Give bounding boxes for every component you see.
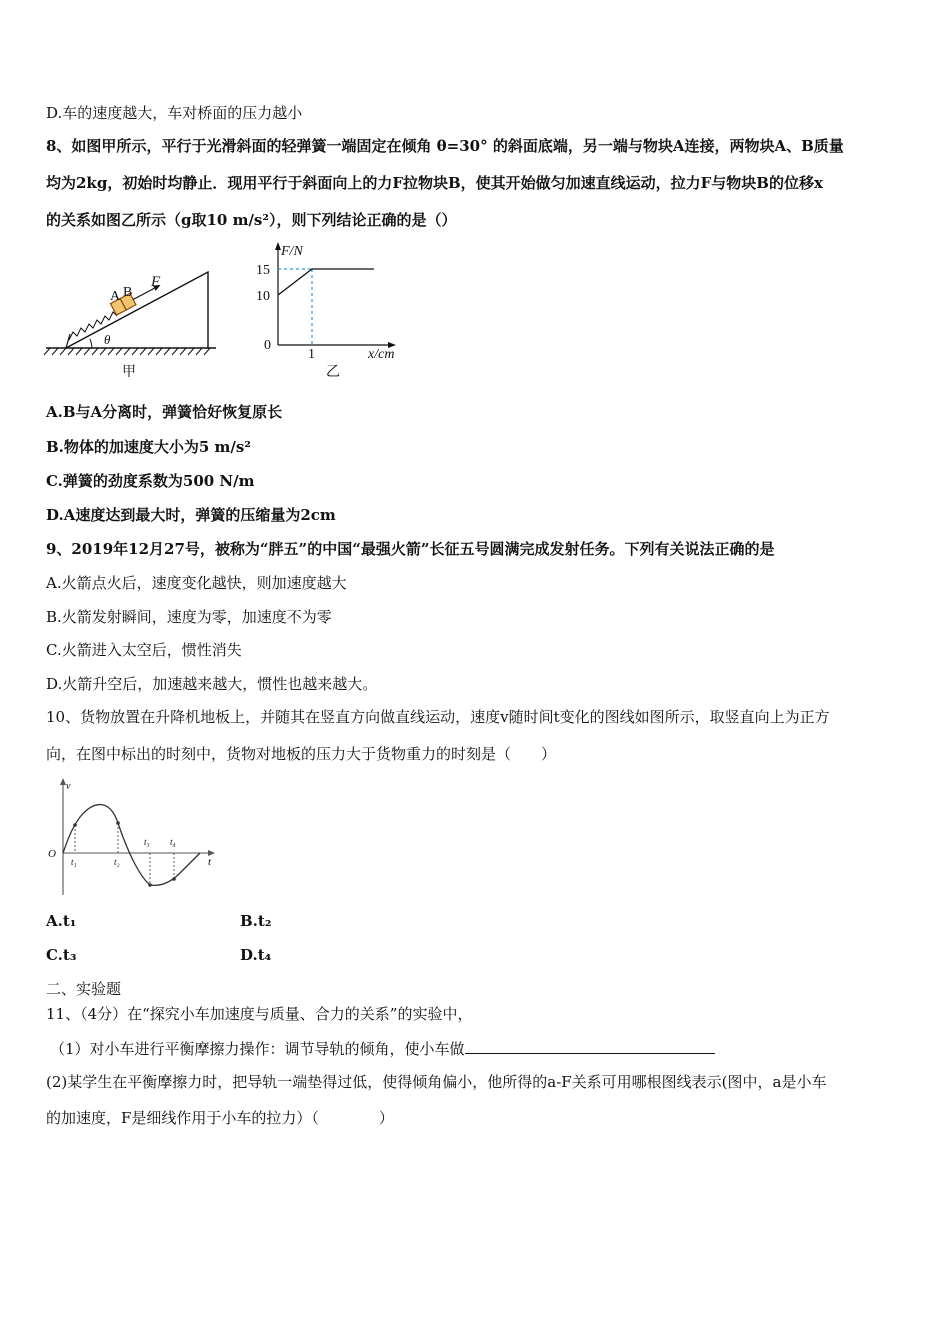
- q8-option-c: C.弹簧的劲度系数为500 N/m: [46, 472, 255, 490]
- figure-yi-f-x-graph: [250, 240, 420, 380]
- point-t4: [172, 877, 176, 881]
- q8-option-d: D.A速度达到最大时，弹簧的压缩量为2cm: [46, 506, 336, 524]
- option-d-q7: D.车的速度越大，车对桥面的压力越小: [46, 104, 303, 122]
- figure-jia-incline: [44, 262, 224, 382]
- section-heading-experiment: 二、实验题: [46, 980, 122, 998]
- q8-stem-line3: 的关系如图乙所示（g取10 m/s²），则下列结论正确的是（）: [46, 211, 457, 229]
- y-tick-10: 10: [256, 289, 270, 304]
- ground-hatch: [44, 348, 210, 355]
- q11-part1-text: （1）对小车进行平衡摩擦力操作：调节导轨的倾角，使小车做: [50, 1040, 465, 1058]
- q10-option-b: B.t₂: [240, 912, 272, 930]
- q11-stem: 11、（4分）在“探究小车加速度与质量、合力的关系”的实验中，: [46, 1005, 473, 1023]
- q10-option-d: D.t₄: [240, 946, 272, 964]
- label-b: B: [123, 285, 133, 300]
- t3-label: t₃: [144, 837, 150, 847]
- x-tick-1: 1: [308, 347, 315, 362]
- t-axis-label: t: [208, 856, 212, 868]
- figure-v-t-graph: [44, 775, 224, 900]
- caption-yi: 乙: [326, 365, 340, 380]
- origin-o-label: O: [48, 848, 56, 860]
- label-a: A: [110, 289, 121, 304]
- q10-option-a: A.t₁: [46, 912, 77, 930]
- incline-outline: [66, 272, 208, 348]
- q8-stem-line2: 均为2kg，初始时均静止．现用平行于斜面向上的力F拉物块B，使其开始做匀加速直线运动，拉力F与物块B的位移x: [46, 174, 823, 192]
- force-series-line: [278, 269, 374, 295]
- point-t3: [148, 883, 152, 887]
- q10-stem-line2: 向，在图中标出的时刻中，货物对地板的压力大于货物重力的时刻是（ ）: [46, 745, 557, 763]
- v-t-curve: [63, 805, 200, 886]
- origin-label: 0: [264, 338, 271, 353]
- q10-stem-line1: 10、货物放置在升降机地板上，并随其在竖直方向做直线运动，速度v随时间t变化的图线如图所示，取竖直向上为正方: [46, 708, 830, 726]
- point-t2: [116, 821, 120, 825]
- q8-stem-line1: 8、如图甲所示，平行于光滑斜面的轻弹簧一端固定在倾角 θ=30° 的斜面底端，另一端与物块A连接，两物块A、B质量: [46, 137, 844, 155]
- q8-option-b: B.物体的加速度大小为5 m/s²: [46, 438, 251, 456]
- q10-option-c: C.t₃: [46, 946, 77, 964]
- caption-jia: 甲: [122, 365, 136, 380]
- q9-stem: 9、2019年12月27号，被称为“胖五”的中国“最强火箭”长征五号圆满完成发射任务。下列有关说法正确的是: [46, 540, 775, 558]
- v-axis-label: v: [66, 781, 71, 792]
- q11-part2-line2: 的加速度，F是细线作用于小车的拉力）（ ）: [46, 1109, 394, 1127]
- q9-option-c: C.火箭进入太空后，惯性消失: [46, 641, 242, 659]
- q11-part1: [50, 1038, 715, 1059]
- label-theta: θ: [104, 332, 111, 347]
- q9-option-b: B.火箭发射瞬间，速度为零，加速度不为零: [46, 608, 332, 626]
- q9-option-d: D.火箭升空后，加速越来越大，惯性也越来越大。: [46, 675, 378, 693]
- t1-label: t₁: [71, 857, 77, 867]
- q11-part2-line1: (2)某学生在平衡摩擦力时，把导轨一端垫得过低，使得倾角偏小，他所得的a-F关系可用哪根图线表示(图中，a是小车: [46, 1073, 827, 1091]
- x-axis-label: x/cm: [368, 347, 395, 362]
- t4-label: t₄: [170, 837, 176, 847]
- label-f: F: [151, 274, 161, 290]
- y-tick-15: 15: [256, 263, 270, 278]
- q11-answer-blank[interactable]: [465, 1038, 715, 1054]
- t2-label: t₂: [114, 857, 120, 867]
- angle-arc: [90, 339, 92, 348]
- y-axis-label: F/N: [281, 244, 303, 259]
- point-t1: [73, 823, 77, 827]
- q9-option-a: A.火箭点火后，速度变化越快，则加速度越大: [46, 574, 347, 592]
- q8-option-a: A.B与A分离时，弹簧恰好恢复原长: [46, 403, 283, 421]
